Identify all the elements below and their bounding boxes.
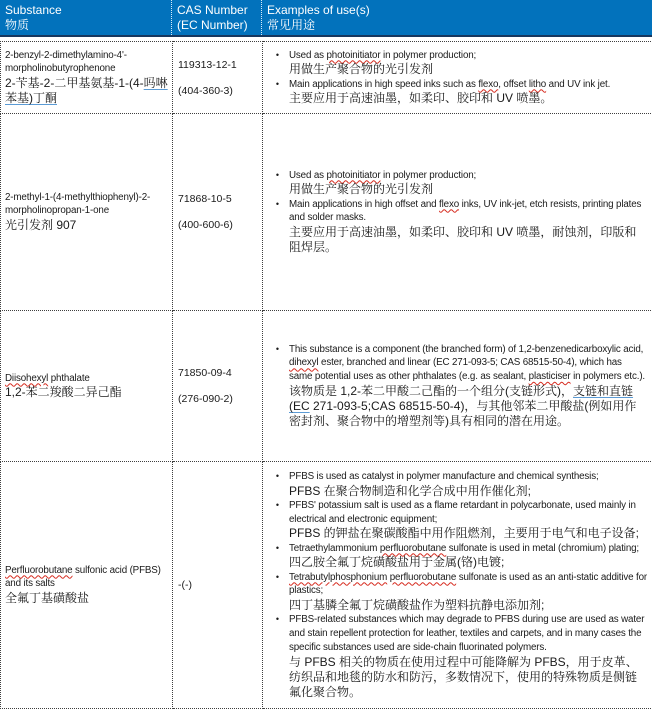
text-segment: 主要应用于高速油墨，如柔印、胶印和 UV 喷墨，耐蚀剂，印版和阻焊层。: [289, 225, 637, 255]
substance-cell: [1, 462, 173, 709]
text-line: [289, 499, 647, 527]
use-bullet-item: [266, 198, 650, 256]
misspelled-text: Tetrabutylphosphonium: [289, 571, 388, 583]
text-segment: Main applications in high speed inks such as: [289, 78, 479, 90]
substance-table: [0, 41, 652, 709]
uses-cell: [263, 311, 652, 462]
text-segment: sulfonate is used as an anti-static additive for plastics;: [289, 571, 647, 597]
header-cas-zh: (EC Number): [177, 18, 248, 32]
text-segment: sulfonate is used in metal (chromium) plating;: [446, 542, 639, 554]
misspelled-text: flexo: [478, 78, 499, 90]
substance-name: [5, 49, 170, 107]
text-segment: in polymers etc.).: [570, 371, 646, 383]
text-segment: 四丁基膦全氟丁烷磺酸盐作为塑料抗静电添加剂;: [289, 598, 545, 613]
use-description: [289, 542, 650, 571]
uses-bullet-list: [266, 470, 650, 701]
text-line: [289, 542, 647, 556]
substance-name: [5, 564, 170, 607]
substance-name: [5, 372, 170, 401]
text-segment: 用做生产聚合物的光引发剂: [289, 182, 434, 197]
misspelled-text: perfluorobutane: [389, 571, 457, 583]
header-substance: [0, 0, 172, 35]
uses-bullet-list: [266, 169, 650, 256]
substance-cell: [1, 114, 173, 311]
cas-ec-numbers: [178, 578, 259, 592]
text-segment: and UV ink jet.: [546, 78, 611, 90]
misspelled-text: litho: [528, 78, 547, 90]
text-segment: PFBS 的钾盐在聚碳酸酯中用作阻燃剂，主要用于电气和电子设备;: [289, 526, 640, 541]
use-bullet-item: [266, 571, 650, 614]
text-segment: 与 PFBS 相关的物质在使用过程中可能降解为 PFBS，用于皮革、纺织品和地毯的防水和防污，多数情况下，使用的特殊物质是侧链氟化聚合物。: [289, 654, 638, 700]
misspelled-text: photoinitiator: [326, 169, 381, 181]
header-cas-number: [172, 0, 262, 35]
misspelled-text: flexo: [439, 198, 459, 210]
cas-number-cell: [173, 462, 263, 709]
text-line: [5, 372, 170, 386]
text-line: [289, 484, 647, 499]
bullet-icon: •: [275, 343, 280, 354]
text-line: [289, 343, 647, 384]
text-line: [289, 49, 647, 63]
text-line: [289, 91, 647, 106]
use-description: [289, 499, 650, 542]
header-uses: [262, 0, 652, 35]
cas-number: 71868-10-5: [178, 193, 232, 205]
header-uses-en: Examples of use(s): [267, 3, 370, 17]
misspelled-text: Diisohexyl: [5, 372, 49, 384]
bullet-icon: •: [275, 571, 280, 582]
use-bullet-item: [266, 542, 650, 571]
text-segment: 主要应用于高速油墨，如柔印、胶印和 UV 喷墨。: [289, 91, 553, 106]
text-line: [289, 571, 647, 599]
uses-cell: [263, 42, 652, 114]
text-line: [5, 385, 170, 400]
text-segment: 1,2-苯二羧酸二异己酯: [5, 385, 122, 400]
text-segment: Used as: [289, 49, 327, 61]
text-segment: Used as: [289, 169, 327, 181]
text-segment: 光引发剂 907: [5, 218, 77, 233]
text-line: [5, 49, 170, 77]
cas-number-cell: [173, 114, 263, 311]
cas-ec-numbers: [178, 192, 259, 232]
text-line: [5, 76, 170, 106]
misspelled-text: dihexyl: [289, 357, 319, 369]
bullet-icon: •: [275, 198, 280, 209]
text-line: [289, 613, 647, 654]
text-segment: phthalate: [48, 372, 90, 384]
text-line: [5, 191, 170, 219]
cas-number: (276-090-2): [178, 393, 233, 405]
text-line: [289, 655, 647, 701]
use-bullet-item: [266, 499, 650, 542]
uses-bullet-list: [266, 49, 650, 107]
text-segment: in polymer production;: [380, 169, 477, 181]
text-line: [289, 78, 647, 92]
table-row: [1, 462, 652, 709]
use-description: [289, 198, 650, 256]
uses-cell: [263, 462, 652, 709]
cas-ec-numbers: [178, 366, 259, 406]
bullet-icon: •: [275, 470, 280, 481]
text-line: [289, 225, 647, 255]
text-line: [289, 598, 647, 613]
use-description: [289, 571, 650, 614]
cas-number: (400-600-6): [178, 219, 233, 231]
table-row: [1, 114, 652, 311]
use-description: [289, 78, 650, 107]
text-segment: 271-093-5;CAS 68515-50-4)，与其他邻苯二甲酸盐(例如用作密封剂、聚合物中的增塑剂等)具有相同的潜在用途。: [289, 399, 637, 429]
misspelled-text: perfluorobutane: [379, 542, 447, 554]
text-segment: in polymer production;: [380, 49, 477, 61]
cas-number: (404-360-3): [178, 84, 233, 97]
use-description: [289, 343, 650, 430]
text-line: [5, 218, 170, 233]
bullet-icon: •: [275, 78, 280, 89]
cas-ec-numbers: [178, 58, 259, 98]
use-bullet-item: [266, 78, 650, 107]
cas-number-cell: [173, 42, 263, 114]
misspelled-text: plasticiser: [528, 371, 571, 383]
substance-cell: [1, 42, 173, 114]
text-segment: 四乙胺全氟丁烷磺酸盐用于金属(铬)电镀;: [289, 555, 505, 570]
text-segment: ester, branched and linear (EC 271-093-5; CAS 68515-50-4), which has same potential uses as other phthalates (e.g. as sealant,: [289, 357, 622, 383]
text-segment: 该物质是 1,2-苯二甲酸二己酯的一个组分(支链形式)，: [289, 383, 574, 398]
text-line: [289, 470, 647, 484]
header-substance-zh: 物质: [5, 18, 30, 32]
text-segment: PFBS is used as catalyst in polymer manufacture and chemical synthesis;: [289, 470, 599, 482]
text-segment: PFBS' potassium salt is used as a flame retardant in polycarbonate, used mainly in electrical and electronic equipment;: [289, 499, 636, 525]
use-bullet-item: [266, 613, 650, 700]
header-substance-en: Substance: [5, 3, 62, 17]
table-row: [1, 311, 652, 462]
text-line: [289, 526, 647, 541]
misspelled-text: photoinitiator: [326, 49, 381, 61]
bullet-icon: •: [275, 542, 280, 553]
use-bullet-item: [266, 49, 650, 78]
text-segment: PFBS 在聚合物制造和化学合成中用作催化剂;: [289, 483, 532, 498]
use-bullet-item: [266, 169, 650, 198]
text-segment: Main applications in high offset and: [289, 198, 440, 210]
use-description: [289, 169, 650, 198]
text-line: [289, 169, 647, 183]
bullet-icon: •: [275, 614, 280, 625]
bullet-icon: •: [275, 169, 280, 180]
uses-bullet-list: [266, 343, 650, 430]
misspelled-text: Perfluorobutane: [5, 564, 73, 576]
use-description: [289, 470, 650, 499]
text-line: [5, 591, 170, 606]
bullet-icon: •: [275, 499, 280, 510]
text-segment: 2-苄基-2-二甲基氨基-1-(4-: [5, 76, 144, 91]
substance-cell: [1, 311, 173, 462]
inline-link[interactable]: 支链和直链(EC: [289, 383, 634, 414]
text-line: [289, 62, 647, 77]
text-segment: This substance is a component (the branched form) of 1,2-benzenedicarboxylic acid,: [289, 343, 644, 355]
use-description: [289, 613, 650, 700]
text-segment: Tetraethylammonium: [289, 542, 380, 554]
bullet-icon: •: [275, 49, 280, 60]
header-uses-zh: 常见用途: [267, 18, 316, 32]
cas-number: -(-): [178, 579, 192, 591]
substance-table-body: [1, 42, 652, 709]
text-line: [289, 555, 647, 570]
text-line: [5, 564, 170, 592]
text-segment: 2-methyl-1-(4-methylthiophenyl)-2-morpholinopropan-1-one: [5, 191, 151, 217]
text-segment: 全氟丁基磺酸盐: [5, 591, 90, 606]
text-line: [289, 198, 647, 226]
text-segment: sulfonic acid (PFBS) and its salts: [5, 564, 161, 590]
use-bullet-item: [266, 470, 650, 499]
text-line: [289, 182, 647, 197]
table-header: [0, 0, 652, 37]
header-cas-en: CAS Number: [177, 3, 248, 17]
text-segment: inks, UV ink-jet, etch resists, printing plates and solder masks.: [289, 198, 642, 224]
cas-number: 119313-12-1: [178, 58, 237, 71]
uses-cell: [263, 114, 652, 311]
use-description: [289, 49, 650, 78]
cas-number-cell: [173, 311, 263, 462]
use-bullet-item: [266, 343, 650, 430]
table-row: [1, 42, 652, 114]
text-segment: 2-benzyl-2-dimethylamino-4'-morpholinobutyrophenone: [5, 49, 127, 75]
text-segment: 用做生产聚合物的光引发剂: [289, 62, 434, 77]
cas-number: 71850-09-4: [178, 367, 232, 379]
inline-link[interactable]: 吗啉苯基)丁酮: [5, 76, 168, 106]
text-segment: , offset: [498, 78, 529, 90]
text-segment: PFBS-related substances which may degrade to PFBS during use are used as water and stain repellent protection for leather, textiles and carpets, and in many cases the specific substances used are side-chain fluorinated polymers.: [289, 614, 645, 653]
text-line: [289, 384, 647, 430]
substance-name: [5, 191, 170, 234]
